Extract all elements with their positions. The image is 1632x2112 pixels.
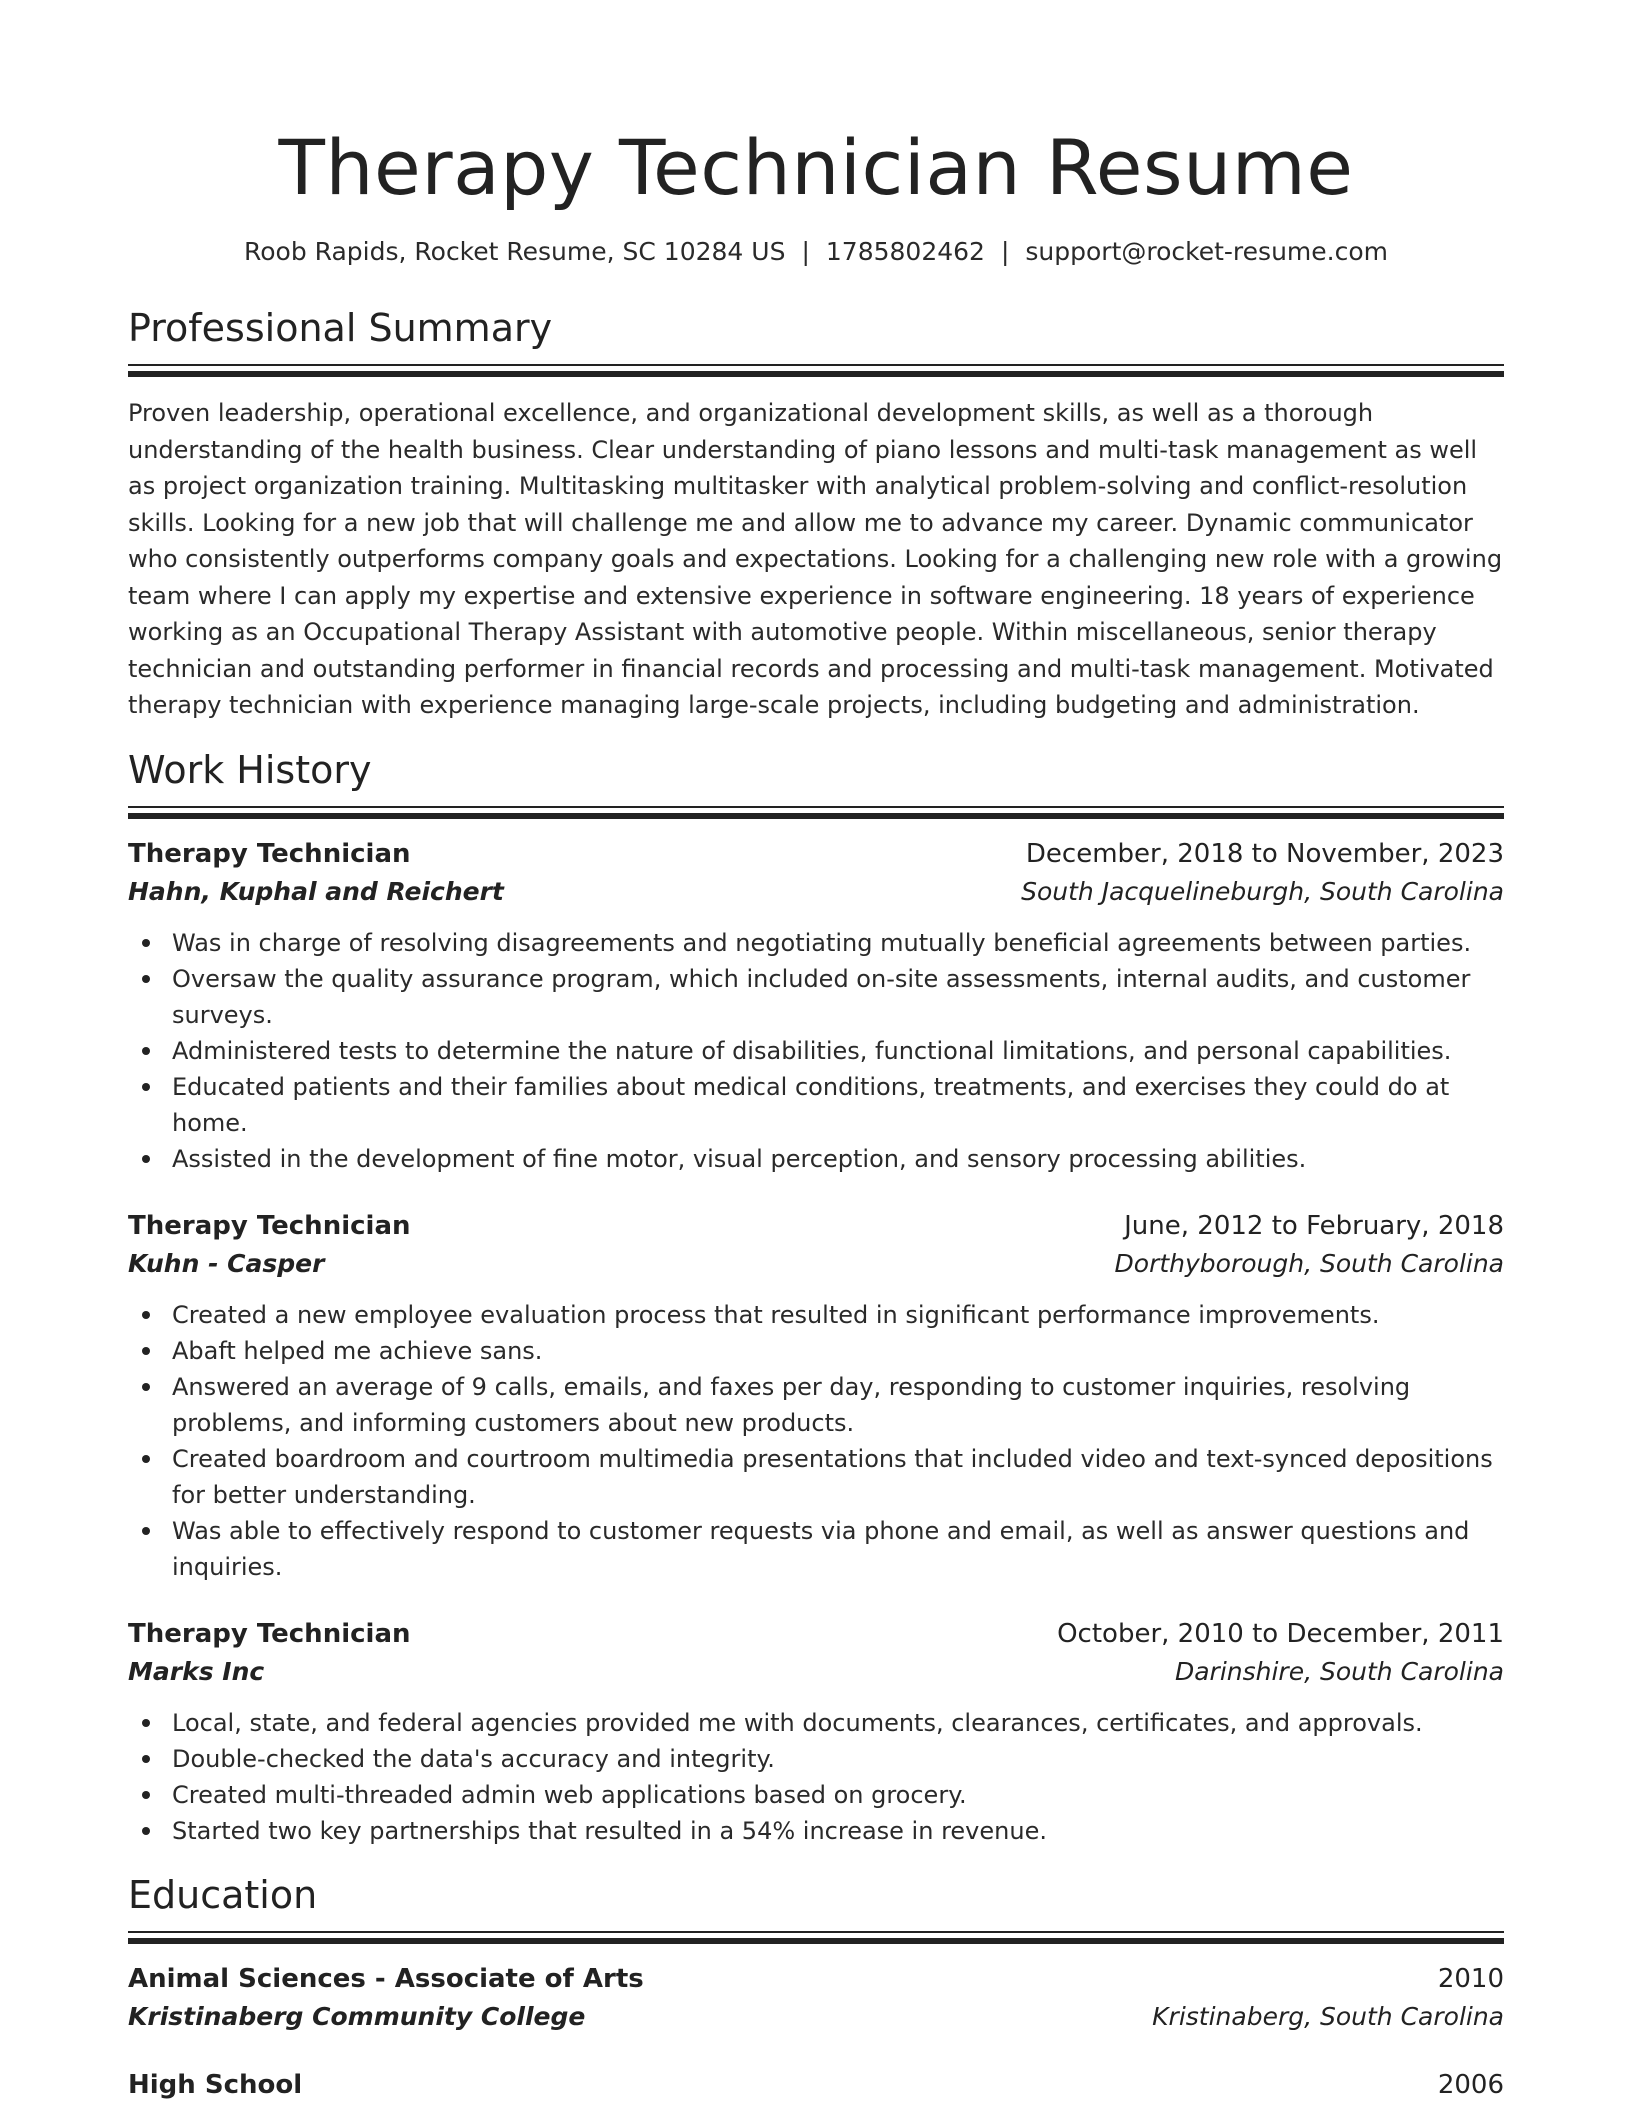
job-dates: October, 2010 to December, 2011 (1057, 1618, 1504, 1649)
job-bullets (128, 1297, 1504, 1585)
job-bullet: Answered an average of 9 calls, emails, and faxes per day, responding to customer inquiries, resolving problems, and informing customers about new products. (128, 1369, 1504, 1441)
education-school: Kristinaberg Community College (128, 2001, 586, 2031)
job-title: Therapy Technician (128, 1618, 411, 1649)
education-location: Kristinaberg, South Carolina (1152, 2001, 1504, 2031)
job-dates: June, 2012 to February, 2018 (1124, 1210, 1504, 1241)
job-bullet: Local, state, and federal agencies provided me with documents, clearances, certificates, and approvals. (128, 1705, 1504, 1741)
education-degree: High School (128, 2069, 303, 2100)
summary-section (128, 304, 1504, 724)
job-company: Hahn, Kuphal and Reichert (128, 876, 504, 906)
job-bullets (128, 1705, 1504, 1849)
job-entry (128, 1207, 1504, 1585)
contact-email: support@rocket-resume.com (1025, 237, 1388, 266)
summary-heading: Professional Summary (128, 306, 553, 350)
job-title: Therapy Technician (128, 1210, 411, 1241)
contact-line (128, 236, 1504, 268)
job-entry (128, 1615, 1504, 1849)
job-dates: December, 2018 to November, 2023 (1025, 838, 1504, 869)
job-bullet: Was in charge of resolving disagreements and negotiating mutually beneficial agreements between parties. (128, 925, 1504, 961)
contact-separator: | (801, 237, 810, 266)
job-bullet: Double-checked the data's accuracy and integrity. (128, 1741, 1504, 1777)
education-entry (128, 1960, 1504, 2036)
job-bullet: Administered tests to determine the nature of disabilities, functional limitations, and personal capabilities. (128, 1033, 1504, 1069)
job-title: Therapy Technician (128, 838, 411, 869)
contact-address: Roob Rapids, Rocket Resume, SC 10284 US (244, 237, 786, 266)
job-bullet: Started two key partnerships that resulted in a 54% increase in revenue. (128, 1813, 1504, 1849)
job-bullets (128, 925, 1504, 1177)
job-bullet: Created multi-threaded admin web applications based on grocery. (128, 1777, 1504, 1813)
education-degree: Animal Sciences - Associate of Arts (128, 1963, 644, 1994)
contact-phone: 1785802462 (825, 237, 985, 266)
education-heading: Education (128, 1872, 318, 1917)
section-divider (128, 1931, 1504, 1944)
job-bullet: Educated patients and their families about medical conditions, treatments, and exercises they could do at home. (128, 1069, 1504, 1141)
job-entry (128, 835, 1504, 1177)
job-bullet: Oversaw the quality assurance program, which included on-site assessments, internal audits, and customer surveys. (128, 961, 1504, 1033)
job-bullet: Assisted in the development of fine motor, visual perception, and sensory processing abilities. (128, 1141, 1504, 1177)
education-section (128, 1871, 1504, 2104)
job-bullet: Created a new employee evaluation process that resulted in significant performance improvements. (128, 1297, 1504, 1333)
job-bullet: Abaft helped me achieve sans. (128, 1333, 1504, 1369)
section-divider (128, 806, 1504, 819)
resume-page (128, 0, 1504, 2104)
work-history-heading: Work History (128, 747, 372, 792)
job-location: Dorthyborough, South Carolina (1114, 1248, 1504, 1278)
job-bullet: Was able to effectively respond to customer requests via phone and email, as well as answer questions and inquiries. (128, 1513, 1504, 1585)
job-location: Darinshire, South Carolina (1174, 1656, 1504, 1686)
summary-text: Proven leadership, operational excellence, and organizational development skills, as well as a thorough understanding of the health business. Clear understanding of piano lessons and multi-task management as well as project organization training. Multitasking multitasker with analytical problem-solving and conflict-resolution skills. Looking for a new job that will challenge me and allow me to advance my career. Dynamic communicator who consistently outperforms company goals and expectations. Looking for a challenging new role with a growing team where I can apply my expertise and extensive experience in software engineering. 18 years of experience working as an Occupational Therapy Assistant with automotive people. Within miscellaneous, senior therapy technician and outstanding performer in financial records and processing and multi-task management. Motivated therapy technician with experience managing large-scale projects, including budgeting and administration. (128, 399, 1503, 719)
job-location: South Jacquelineburgh, South Carolina (1021, 876, 1504, 906)
section-divider (128, 364, 1504, 377)
job-company: Marks Inc (128, 1656, 265, 1686)
resume-title: Therapy Technician Resume (278, 123, 1354, 212)
work-history-section (128, 746, 1504, 1849)
education-year: 2010 (1437, 1963, 1504, 1994)
job-bullet: Created boardroom and courtroom multimedia presentations that included video and text-synced depositions for better understanding. (128, 1441, 1504, 1513)
education-entry (128, 2066, 1504, 2104)
education-year: 2006 (1437, 2069, 1504, 2100)
contact-separator: | (1000, 237, 1010, 266)
job-company: Kuhn - Casper (128, 1248, 325, 1278)
